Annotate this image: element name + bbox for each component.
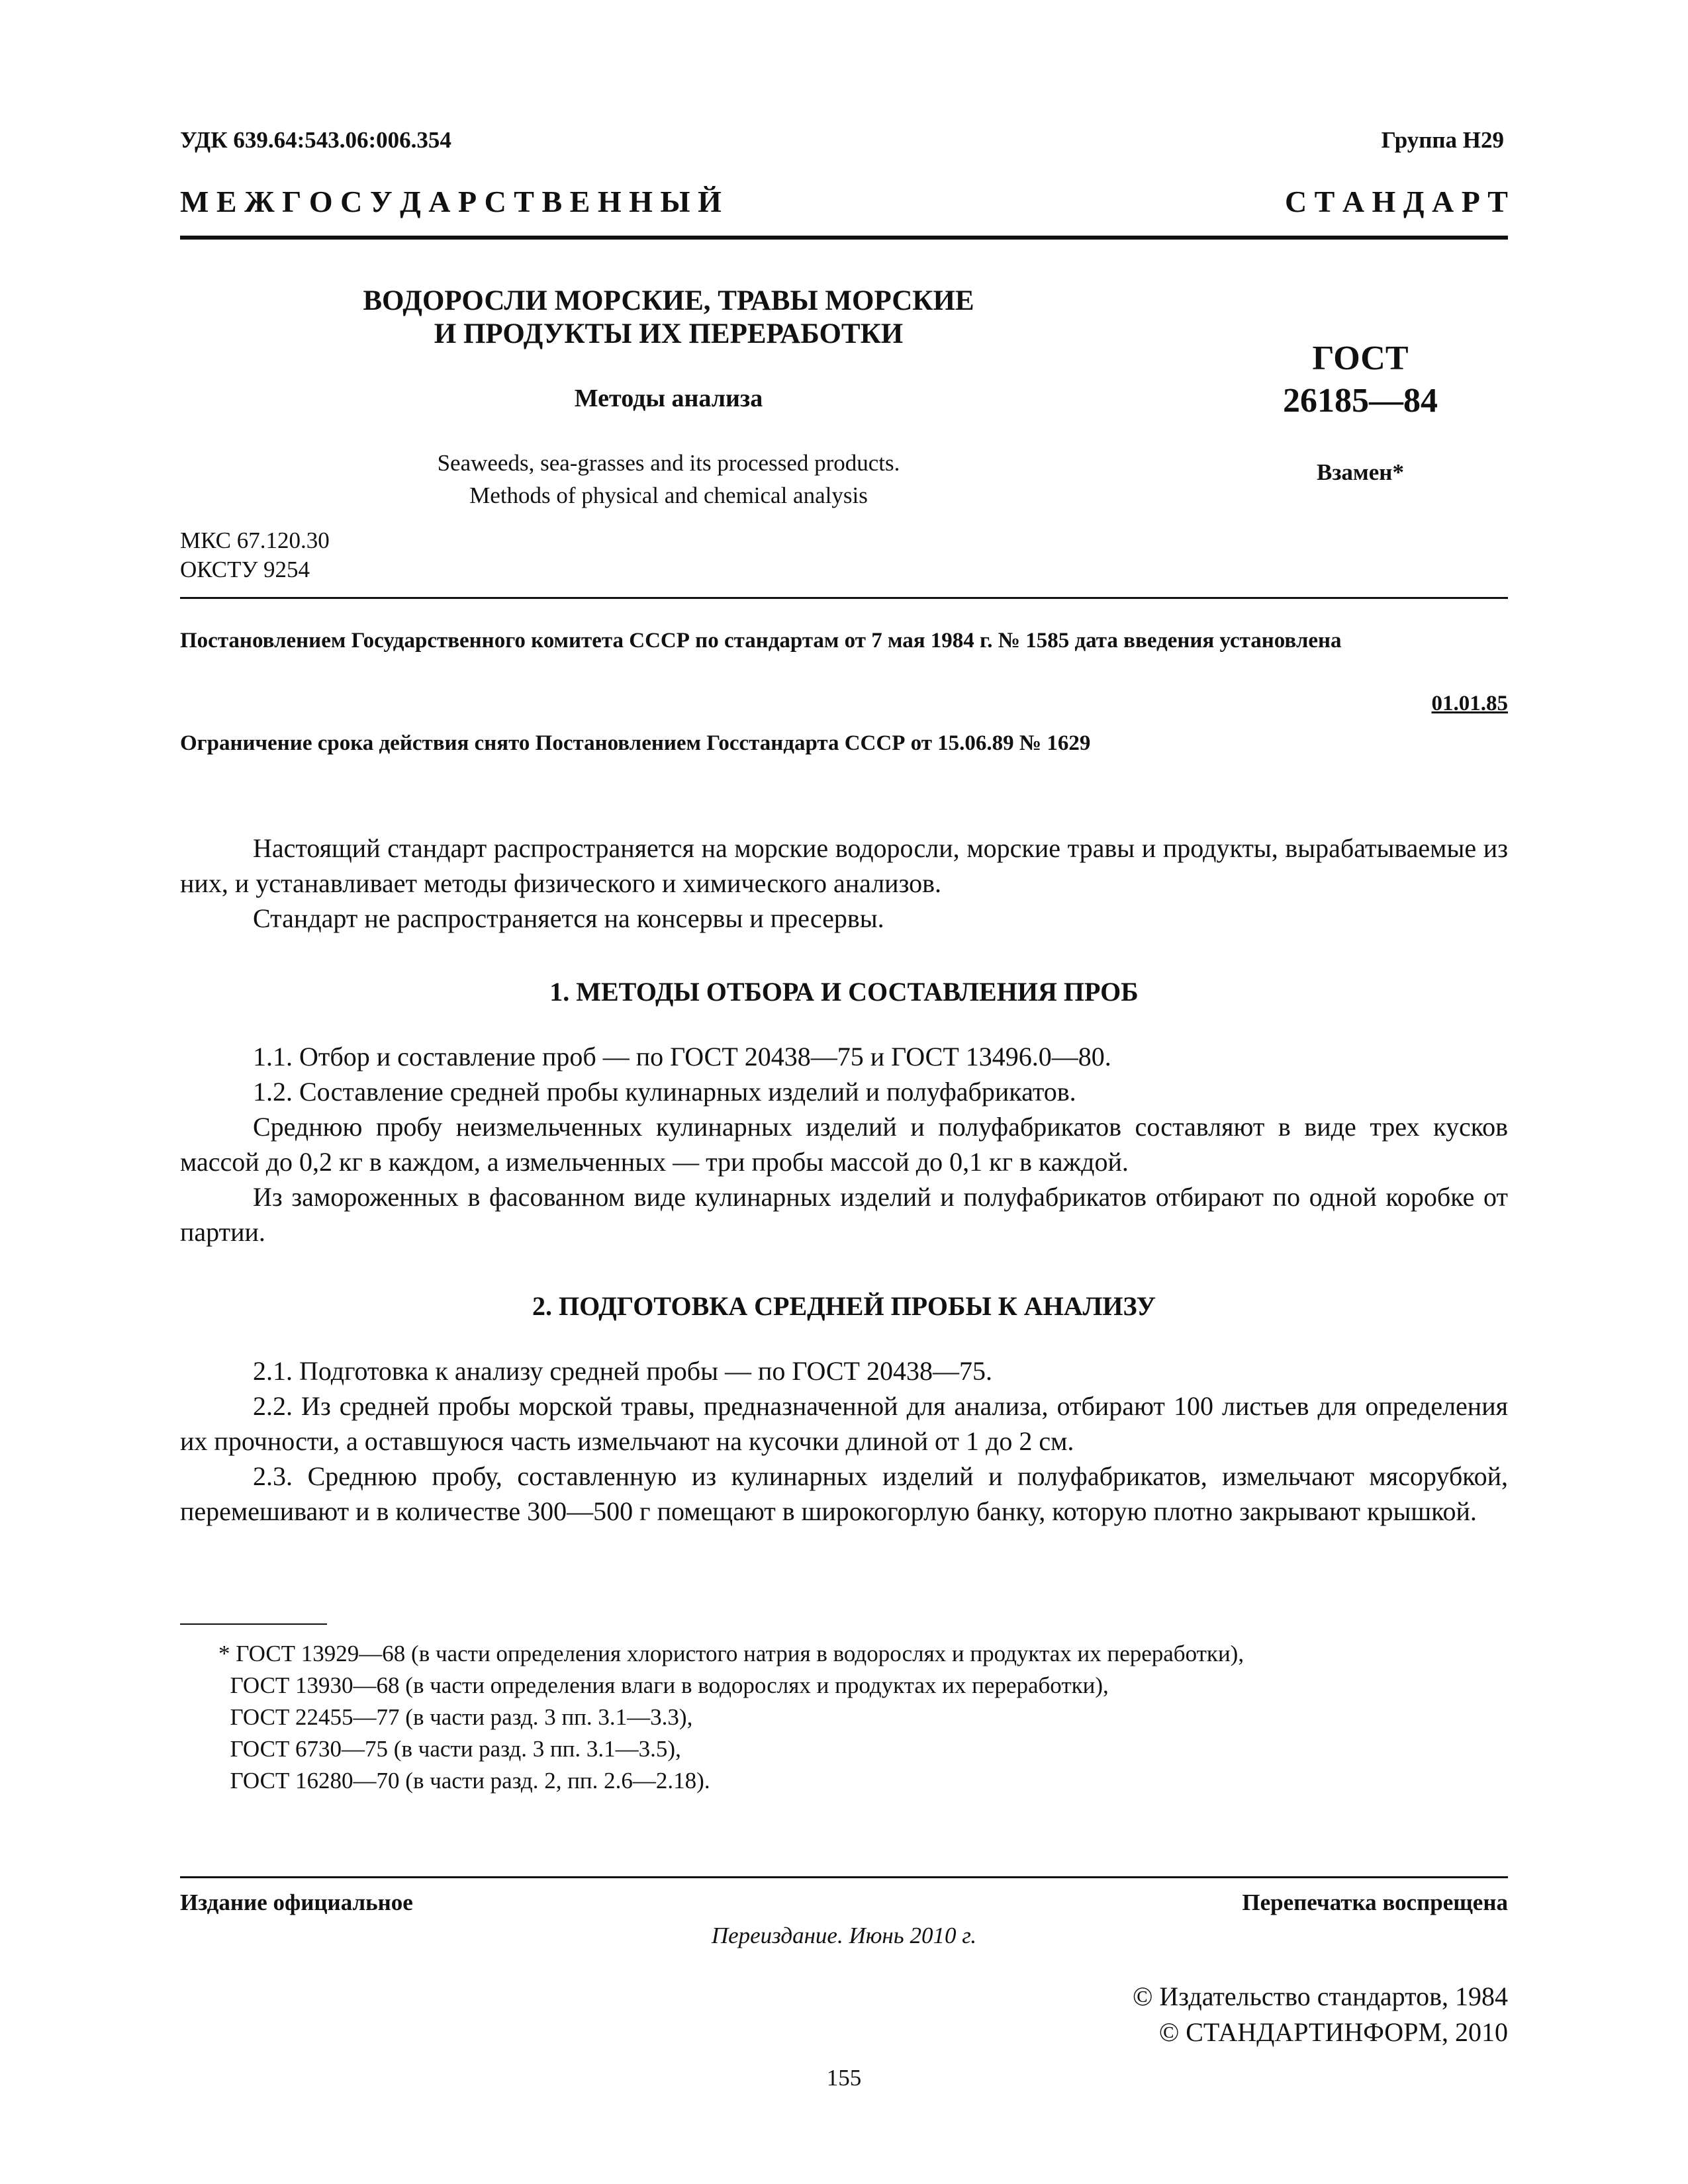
gost-replaces: Взамен* [1317,459,1404,485]
banner-word-standard: С Т А Н Д А Р Т [1284,185,1508,218]
limit-removed-text: Ограничение срока действия снято Постановлением Госстандарта СССР от 15.06.89 № 1629 [180,731,1091,755]
standard-banner [180,184,1508,219]
group-code: Группа Н29 [1381,127,1504,153]
english-title-line-1: Seaweeds, sea-grasses and its processed products. [437,450,900,476]
gost-number: 26185—84 [1283,382,1438,420]
intro-paragraph: Настоящий стандарт распространяется на морские водоросли, морские травы и продукты, вырабатываемые из них, и устанавливает методы физического и химического анализов. [180,833,1508,898]
reissue-note: Переиздание. Июнь 2010 г. [711,1923,977,1948]
title-line-1: ВОДОРОСЛИ МОРСКИЕ, ТРАВЫ МОРСКИЕ [363,285,974,316]
codes-rule [180,597,1508,599]
document-subtitle: Методы анализа [574,385,763,412]
copyright-line: © Издательство стандартов, 1984 [1132,1981,1508,2011]
reprint-prohibited: Перепечатка воспрещена [1242,1889,1508,1915]
footer-rule [180,1876,1508,1878]
banner-word-interstate: М Е Ж Г О С У Д А Р С Т В Е Н Н Ы Й [180,185,722,218]
section-1-paragraph: 1.2. Составление средней пробы кулинарных изделий и полуфабрикатов. [253,1077,1076,1107]
intro-section [180,831,1508,936]
section-2-paragraph: 2.1. Подготовка к анализу средней пробы — по ГОСТ 20438—75. [253,1356,992,1386]
footnote-line: ГОСТ 13930—68 (в части определения влаги в водорослях и продуктах их переработки), [218,1672,1109,1698]
header-rule [180,236,1508,240]
udk-code: УДК 639.64:543.06:006.354 [180,127,451,153]
section-2-heading: 2. ПОДГОТОВКА СРЕДНЕЙ ПРОБЫ К АНАЛИЗУ [532,1291,1156,1321]
section-1-body [180,1039,1508,1250]
english-title-line-2: Methods of physical and chemical analysis [469,482,868,508]
english-title [285,447,1053,512]
section-1-heading: 1. МЕТОДЫ ОТБОРА И СОСТАВЛЕНИЯ ПРОБ [549,977,1139,1007]
section-2-paragraph: 2.3. Среднюю пробу, составленную из кулинарных изделий и полуфабрикатов, измельчают мясорубкой, перемешивают и в количестве 300—500 г помещают в широкогорлую банку, которую плотно закрывают крышкой. [180,1461,1508,1526]
section-2-body [180,1353,1508,1529]
footnote-line: ГОСТ 6730—75 (в части разд. 3 пп. 3.1—3.5), [218,1736,681,1762]
decree-text: Постановлением Государственного комитета СССР по стандартам от 7 мая 1984 г. № 1585 дата введения установлена [180,629,1342,653]
intro-paragraph: Стандарт не распространяется на консервы и пресервы. [253,903,884,933]
gost-designation [1244,338,1476,486]
classification-codes [180,526,330,584]
footnote-line: ГОСТ 16280—70 (в части разд. 2, пп. 2.6—2.18). [218,1768,710,1794]
page-number: 155 [826,2065,862,2091]
okstu-code: ОКСТУ 9254 [180,557,310,582]
section-1-paragraph: Среднюю пробу неизмельченных кулинарных изделий и полуфабрикатов составляют в виде трех кусков массой до 0,2 кг в каждом, а измельченных — три пробы массой до 0,1 кг в каждой. [180,1112,1508,1177]
copyright-block [1133,1979,1508,2050]
section-1-paragraph: Из замороженных в фасованном виде кулинарных изделий и полуфабрикатов отбирают по одной коробке от партии. [180,1182,1508,1247]
introduction-date: 01.01.85 [1431,692,1508,715]
document-title [285,285,1053,351]
footnote-rule [180,1623,327,1625]
mks-code: МКС 67.120.30 [180,527,330,553]
title-line-2: И ПРОДУКТЫ ИХ ПЕРЕРАБОТКИ [434,318,904,349]
copyright-line: © СТАНДАРТИНФОРМ, 2010 [1158,2017,1508,2047]
footnote [218,1638,1244,1797]
section-2-paragraph: 2.2. Из средней пробы морской травы, предназначенной для анализа, отбирают 100 листьев для определения их прочности, а оставшуюся часть измельчают на кусочки длиной от 1 до 2 см. [180,1391,1508,1456]
footnote-line: ГОСТ 22455—77 (в части разд. 3 пп. 3.1—3.3), [218,1704,693,1730]
footnote-line: * ГОСТ 13929—68 (в части определения хлористого натрия в водорослях и продуктах их переработки), [218,1641,1244,1666]
gost-label: ГОСТ [1312,340,1409,377]
official-edition: Издание официальное [180,1889,413,1915]
section-1-paragraph: 1.1. Отбор и составление проб — по ГОСТ 20438—75 и ГОСТ 13496.0—80. [253,1042,1111,1071]
